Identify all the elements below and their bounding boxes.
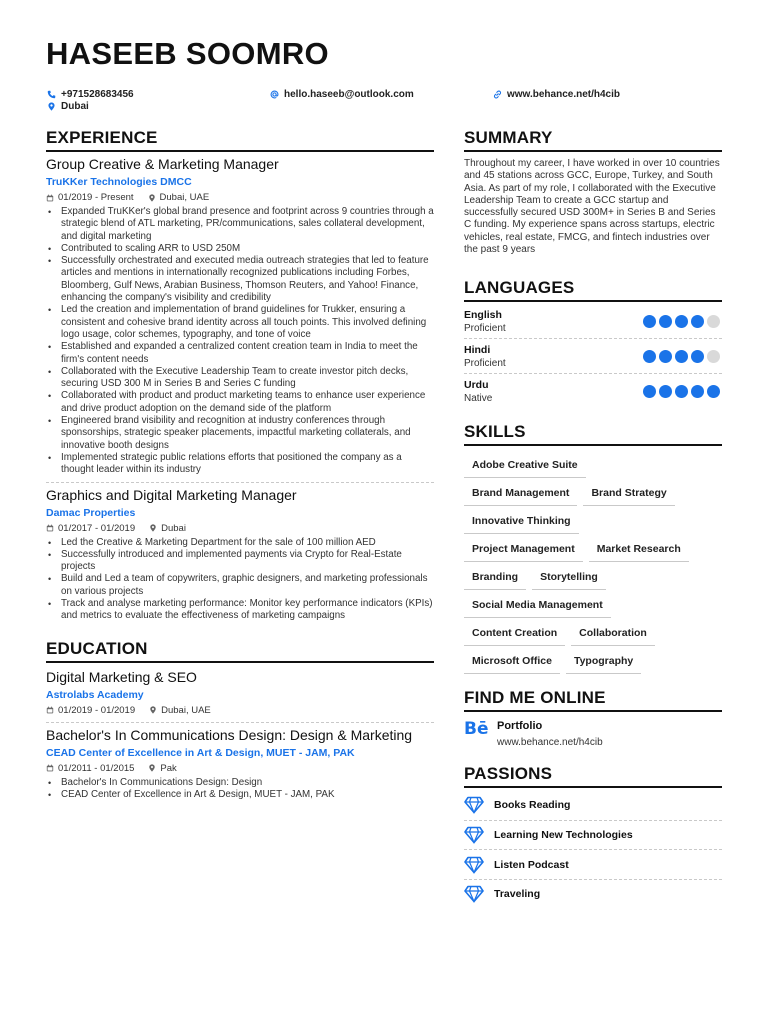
education-location (148, 763, 176, 774)
location-text: Pak (160, 762, 177, 774)
date-range: 01/2019 - Present (58, 192, 134, 203)
skill-tag: Market Research (589, 537, 689, 562)
location-text: Dubai, UAE (159, 192, 210, 203)
summary-text: Throughout my career, I have worked in over 10 countries and 45 stations across GCC, Europe, Turkey, and South Asia. As part of my role, I collaborated with the Executive Leadership Team to create a GCC startup and successfully secured USD 300M+ in Series B and Series C funding. My experience spans across startups, electric vehicles, real estate, FMCG, and fintech industries over the past 9 years (464, 158, 720, 256)
calendar-icon (46, 524, 54, 532)
date-range: 01/2017 - 01/2019 (58, 522, 136, 534)
language-item (464, 373, 722, 408)
map-pin-icon (47, 102, 56, 111)
contact-phone (47, 89, 134, 100)
skill-tag: Content Creation (464, 621, 565, 646)
website-link[interactable]: www.behance.net/h4cib (507, 89, 620, 100)
divider (46, 482, 434, 483)
contact-location (47, 101, 89, 112)
education-entry (46, 669, 434, 716)
degree-title: Digital Marketing & SEO (46, 668, 197, 685)
passion-label: Books Reading (494, 799, 571, 812)
rating-dot-filled (691, 385, 704, 398)
languages-list (464, 304, 722, 408)
job-entry (46, 487, 434, 623)
job-bullets (46, 537, 434, 623)
education-heading: EDUCATION (46, 639, 434, 663)
job-dates (46, 523, 135, 534)
rating-dot-filled (691, 315, 704, 328)
divider (46, 722, 434, 723)
skill-tag: Microsoft Office (464, 649, 560, 674)
date-range: 01/2011 - 01/2015 (58, 762, 135, 774)
skill-tag: Social Media Management (464, 593, 611, 618)
list-item: • Implemented strategic public relations efforts that positioned the company as a thought leader within its industry (46, 452, 434, 477)
contact-website (493, 89, 620, 100)
map-pin-icon (149, 524, 157, 532)
skill-tag: Typography (566, 649, 641, 674)
job-location (149, 523, 186, 534)
passion-item (464, 790, 722, 820)
rating-dot-filled (643, 385, 656, 398)
diamond-icon (464, 796, 484, 814)
location-text: Dubai, UAE (161, 704, 211, 716)
skill-tag: Collaboration (571, 621, 655, 646)
passion-item (464, 879, 722, 909)
list-item: • Successfully introduced and implemented payments via Crypto for Real-Estate projects (46, 549, 434, 574)
list-item: • Engineered brand visibility and recognition at industry conferences through sponsorships, strategic speaker placements, impactful marketing collaterals, and innovative booth designs (46, 415, 434, 452)
skill-tag: Innovative Thinking (464, 509, 579, 534)
map-pin-icon (149, 706, 157, 714)
list-item: • Expanded TruKKer's global brand presence and footprint across 9 countries through a strategic blend of ATL marketing, PR/communications, sales collateral development, and digital marketing (46, 206, 434, 243)
calendar-icon (46, 706, 54, 714)
language-rating (643, 315, 720, 328)
contact-email (270, 89, 414, 100)
rating-dot-filled (659, 385, 672, 398)
education-meta (46, 705, 434, 716)
job-entry (46, 156, 434, 477)
education-bullets (46, 777, 434, 802)
passion-item (464, 820, 722, 850)
list-item: • Successfully orchestrated and executed media outreach strategies that led to feature articles and mentions in internationally recognized publications including Forbes, Bloomberg, Gulf News, Arabian Business, Thomson Reuters, and Yahoo! Finance, enhancing the company's visibility and credibility (46, 255, 434, 304)
skills-list (464, 450, 722, 674)
passion-item (464, 849, 722, 879)
rating-dot-filled (659, 315, 672, 328)
right-column (464, 128, 722, 908)
list-item: • Led the Creative & Marketing Department for the sale of 100 million AED (46, 537, 434, 549)
education-location (149, 705, 211, 716)
education-entry (46, 727, 434, 802)
language-level: Proficient (464, 323, 506, 335)
calendar-icon (46, 194, 54, 202)
job-location (148, 192, 210, 203)
skill-tag: Brand Management (464, 481, 577, 506)
rating-dot-filled (675, 350, 688, 363)
calendar-icon (46, 764, 54, 772)
rating-dot-filled (675, 315, 688, 328)
education-meta (46, 763, 434, 774)
summary-heading: SUMMARY (464, 128, 722, 152)
find-me-online-heading: FIND ME ONLINE (464, 688, 722, 712)
skill-tag: Storytelling (532, 565, 606, 590)
rating-dot-filled (707, 385, 720, 398)
map-pin-icon (148, 194, 156, 202)
passion-label: Learning New Technologies (494, 829, 633, 842)
rating-dot-empty (707, 350, 720, 363)
job-meta (46, 192, 434, 203)
school-name: Astrolabs Academy (46, 688, 144, 701)
link-icon (493, 90, 502, 99)
portfolio-label: Portfolio (497, 720, 543, 733)
list-item: • CEAD Center of Excellence in Art & Design, MUET - JAM, PAK (46, 789, 434, 801)
rating-dot-empty (707, 315, 720, 328)
email-link[interactable]: hello.haseeb@outlook.com (284, 89, 414, 100)
diamond-icon (464, 826, 484, 844)
rating-dot-filled (643, 315, 656, 328)
at-icon (270, 90, 279, 99)
list-item: • Collaborated with the Executive Leadership Team to create investor pitch decks, securing USD 300 M in Series B and Series C funding (46, 366, 434, 391)
language-item (464, 304, 722, 338)
skill-tag: Branding (464, 565, 526, 590)
portfolio-entry (464, 720, 722, 748)
list-item: • Led the creation and implementation of brand guidelines for Trukker, ensuring a consistent and cohesive brand identity across all touch points. This involved defining logo usage, color schemes, typography, and tone of voice (46, 304, 434, 341)
languages-heading: LANGUAGES (464, 278, 722, 302)
language-level: Proficient (464, 358, 506, 370)
rating-dot-filled (675, 385, 688, 398)
language-rating (643, 350, 720, 363)
rating-dot-filled (691, 350, 704, 363)
list-item: • Collaborated with product and product marketing teams to enhance user experience and drive product adoption on the demand side of the platform (46, 390, 434, 415)
diamond-icon (464, 885, 484, 903)
company-name: TruKKer Technologies DMCC (46, 176, 192, 188)
date-range: 01/2019 - 01/2019 (58, 704, 136, 716)
list-item: • Track and analyse marketing performance: Monitor key performance indicators (KPIs) and metrics to evaluate the effectiveness of marketing campaigns (46, 598, 434, 623)
job-dates (46, 192, 134, 203)
job-bullets (46, 206, 434, 477)
job-meta (46, 523, 434, 534)
language-level: Native (464, 393, 493, 405)
rating-dot-filled (659, 350, 672, 363)
list-item: • Contributed to scaling ARR to USD 250M (46, 243, 434, 255)
language-item (464, 338, 722, 373)
passions-list (464, 790, 722, 908)
company-name: Damac Properties (46, 506, 136, 519)
degree-title: Bachelor's In Communications Design: Design & Marketing (46, 726, 413, 743)
passions-heading: PASSIONS (464, 764, 722, 788)
education-dates (46, 705, 135, 716)
location-text: Dubai (161, 522, 186, 534)
language-rating (643, 385, 720, 398)
skills-heading: SKILLS (464, 422, 722, 446)
education-dates (46, 763, 134, 774)
left-column (46, 128, 434, 801)
list-item: • Bachelor's In Communications Design: Design (46, 777, 434, 789)
language-name: English (464, 309, 502, 322)
skill-tag: Brand Strategy (583, 481, 674, 506)
job-title: Graphics and Digital Marketing Manager (46, 486, 297, 503)
job-title: Group Creative & Marketing Manager (46, 156, 279, 172)
skill-tag: Project Management (464, 537, 583, 562)
candidate-name: HASEEB SOOMRO (46, 36, 329, 71)
phone-number[interactable]: +971528683456 (61, 89, 134, 100)
language-name: Urdu (464, 379, 489, 392)
passion-label: Listen Podcast (494, 858, 569, 871)
diamond-icon (464, 856, 484, 874)
experience-heading: EXPERIENCE (46, 128, 434, 152)
passion-label: Traveling (494, 888, 541, 901)
school-name: CEAD Center of Excellence in Art & Design, MUET - JAM, PAK (46, 746, 355, 759)
behance-icon: Bē (464, 719, 489, 740)
location-text: Dubai (61, 101, 89, 112)
phone-icon (47, 90, 56, 99)
portfolio-link[interactable]: www.behance.net/h4cib (497, 737, 603, 749)
list-item: • Build and Led a team of copywriters, graphic designers, and marketing professionals on various projects (46, 573, 434, 598)
list-item: • Established and expanded a centralized content creation team in India to meet the firm's content needs (46, 341, 434, 366)
map-pin-icon (148, 764, 156, 772)
skill-tag: Adobe Creative Suite (464, 453, 586, 478)
language-name: Hindi (464, 344, 491, 357)
rating-dot-filled (643, 350, 656, 363)
